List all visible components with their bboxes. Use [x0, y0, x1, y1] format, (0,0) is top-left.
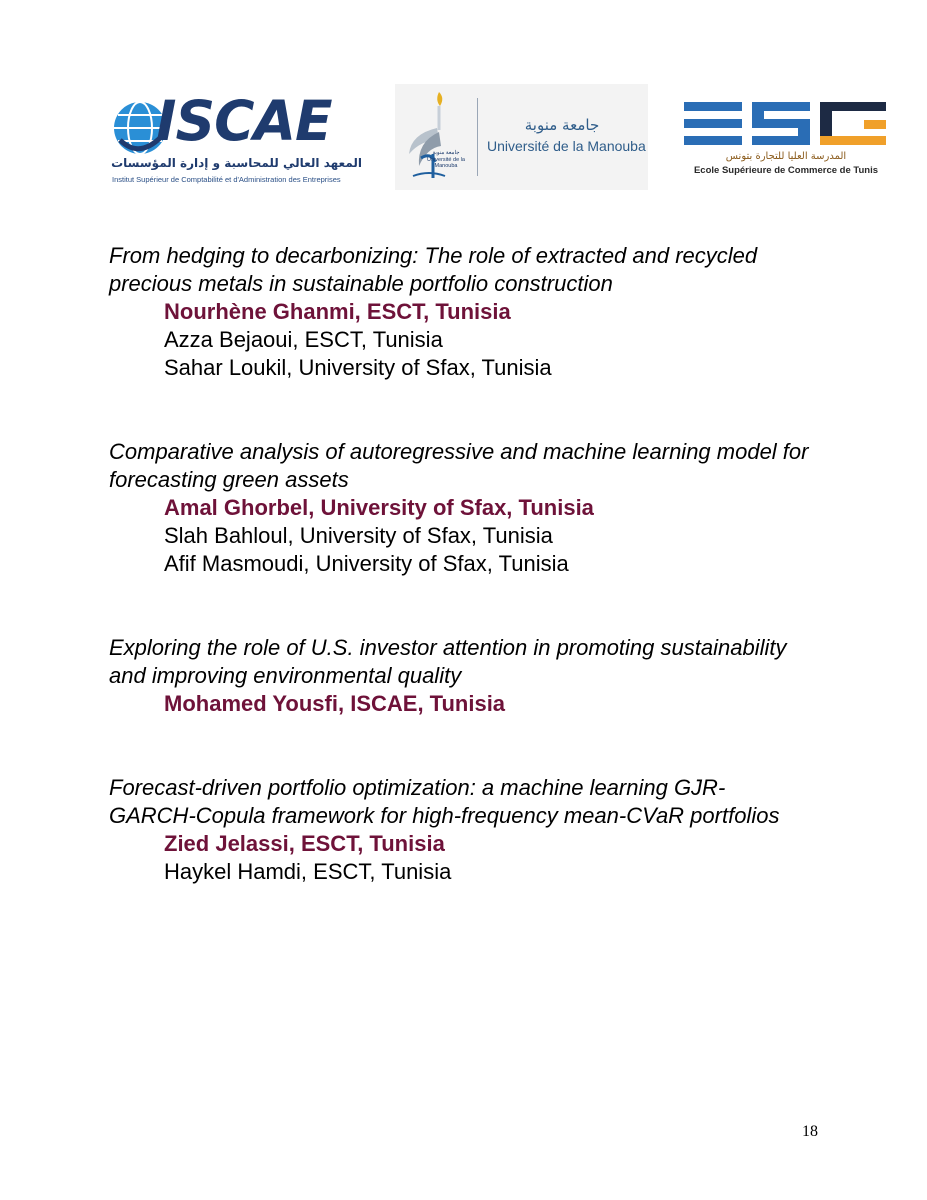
co-author: Afif Masmoudi, University of Sfax, Tunisia	[164, 551, 569, 576]
paper-title: Comparative analysis of autoregressive and machine learning model for forecasting green assets	[109, 439, 809, 492]
presenting-author: Amal Ghorbel, University of Sfax, Tunisia	[164, 495, 594, 520]
presenting-author: Zied Jelassi, ESCT, Tunisia	[164, 831, 445, 856]
co-author: Azza Bejaoui, ESCT, Tunisia	[164, 327, 443, 352]
paper-entry	[109, 438, 809, 578]
presenting-author: Mohamed Yousfi, ISCAE, Tunisia	[164, 691, 506, 716]
paper-title: From hedging to decarbonizing: The role of extracted and recycled precious metals in sustainable portfolio construction	[109, 243, 758, 296]
manouba-arabic-name: جامعة منوبة	[524, 116, 600, 134]
iscae-arabic-name: المعهد العالي للمحاسبة و إدارة المؤسسات	[111, 156, 362, 170]
paper-list	[109, 242, 809, 942]
logo-divider	[477, 98, 478, 176]
paper-entry	[109, 774, 809, 886]
iscae-subtitle: Institut Supérieur de Comptabilité et d'Administration des Entreprises	[112, 175, 341, 184]
co-author: Haykel Hamdi, ESCT, Tunisia	[164, 859, 452, 884]
co-author: Slah Bahloul, University of Sfax, Tunisia	[164, 523, 553, 548]
esc-arabic-name: المدرسة العليا للتجارة بتونس	[725, 151, 847, 162]
manouba-logo	[395, 84, 648, 190]
presenting-author: Nourhène Ghanmi, ESCT, Tunisia	[164, 299, 511, 324]
paper-entry	[109, 634, 809, 718]
esc-wordmark-icon	[684, 100, 889, 150]
esc-logo	[684, 100, 889, 180]
co-author: Sahar Loukil, University of Sfax, Tunisia	[164, 355, 552, 380]
paper-title: Exploring the role of U.S. investor attention in promoting sustainability and improving environmental quality	[109, 635, 787, 688]
esc-french-name: Ecole Supérieure de Commerce de Tunis	[693, 165, 879, 176]
iscae-wordmark: ISCAE	[156, 89, 332, 153]
iscae-logo	[111, 89, 362, 188]
emblem-caption: جامعة منوبة Université de la Manouba	[427, 150, 465, 170]
paper-title: Forecast-driven portfolio optimization: a machine learning GJR-GARCH-Copula framework for high-frequency mean-CVaR portfolios	[109, 775, 780, 828]
page-number: 18	[802, 1123, 818, 1140]
manouba-french-name: Université de la Manouba	[487, 138, 646, 154]
paper-entry	[109, 242, 809, 382]
